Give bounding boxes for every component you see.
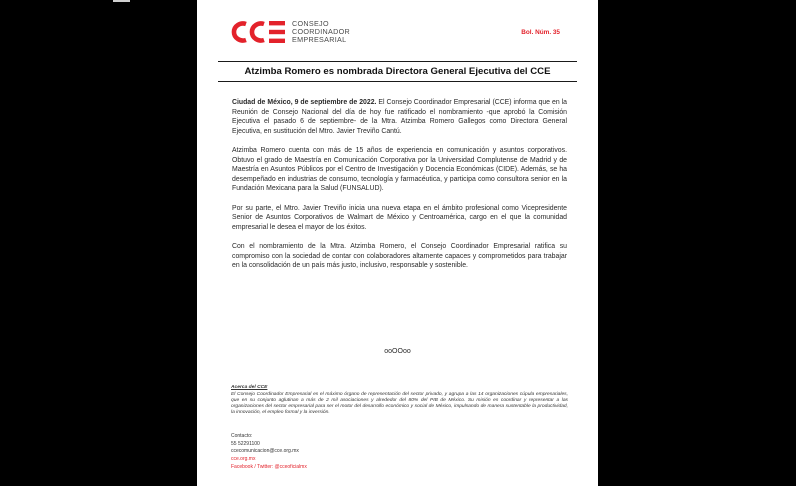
cce-logo-icon [230, 19, 286, 45]
window-edge-mark [113, 0, 130, 2]
about-text: El Consejo Coordinador Empresarial es el máximo órgano de representación del sector privado, y agrupa a las 14 organizaciones cúpula empresariales, que en su conjunto aglutinan a más de 2 mil asociaciones y alrededor del 80% del PIB de México. Su misión es coordinar y representar a las organizaciones del sector empresarial para ser el motor del desarrollo económico y social de México, impulsando de manera sustentable la productividad, la innovación, el empleo formal y la inversión. [231, 391, 568, 415]
document-page [197, 0, 598, 486]
paragraph-3: Por su parte, el Mtro. Javier Treviño inicia una nueva etapa en el ámbito profesional como Vicepresidente Senior de Asuntos Corporativos de Walmart de México y Centroamérica, cargo en el que la comunidad empresarial le desea el mayor de los éxitos. [232, 204, 567, 231]
section-separator: ooOOoo [384, 348, 411, 355]
bulletin-number: Bol. Núm. 35 [521, 29, 560, 36]
contact-block [231, 433, 307, 472]
dateline: Ciudad de México, 9 de septiembre de 2022. [232, 99, 377, 106]
contact-label: Contacto: [231, 433, 253, 439]
org-line-3: EMPRESARIAL [292, 35, 347, 45]
press-release-body [232, 98, 567, 280]
paragraph-4: Con el nombramiento de la Mtra. Atzimba Romero, el Consejo Coordinador Empresarial ratifica su compromiso con la sociedad de contar con colaboradores altamente capaces y comprometidos para trabajar en la consolidación de un país más justo, inclusivo, responsable y sostenible. [232, 242, 567, 270]
headline: Atzimba Romero es nombrada Directora General Ejecutiva del CCE [244, 66, 551, 77]
org-line-1: CONSEJO [292, 19, 329, 28]
organization-name [292, 20, 350, 45]
contact-website-link[interactable]: cce.org.mx [231, 456, 256, 463]
headline-rule-box [218, 61, 577, 82]
about-section [231, 385, 568, 416]
paragraph-1-text: El Consejo Coordinador Empresarial (CCE) informa que en la Reunión de Consejo Nacional del día de hoy fue ratificado el nombramiento -que aprobó la Comisión Ejecutiva el pasado 6 de septiembre- de la Mtra. Atzimba Romero Gallegos como Directora General Ejecutiva, en sustitución del Mtro. Javier Treviño Cantú. [232, 99, 567, 135]
contact-phone: 55 52291100 [231, 440, 260, 447]
about-title: Acerca del CCE [231, 385, 268, 390]
org-line-2: COORDINADOR [292, 27, 351, 37]
paragraph-2: Atzimba Romero cuenta con más de 15 años de experiencia en comunicación y asuntos corporativos. Obtuvo el grado de Maestría en Comunicación Corporativa por la Universidad Complutense de Madrid y de Maestría en Asuntos Públicos por el Centro de Investigación y Docencia Económicas (CIDE). Además, se ha desempeñado en industrias de consumo, tecnología y farmacéutica, y participa como consultora senior en la Fundación Mexicana para la Salud (FUNSALUD). [232, 146, 567, 193]
contact-social-link[interactable]: Facebook / Twitter: @cceoficialmx [231, 463, 307, 470]
contact-email[interactable]: ccecomunicacion@cce.org.mx [231, 448, 299, 455]
paragraph-1 [232, 98, 567, 136]
